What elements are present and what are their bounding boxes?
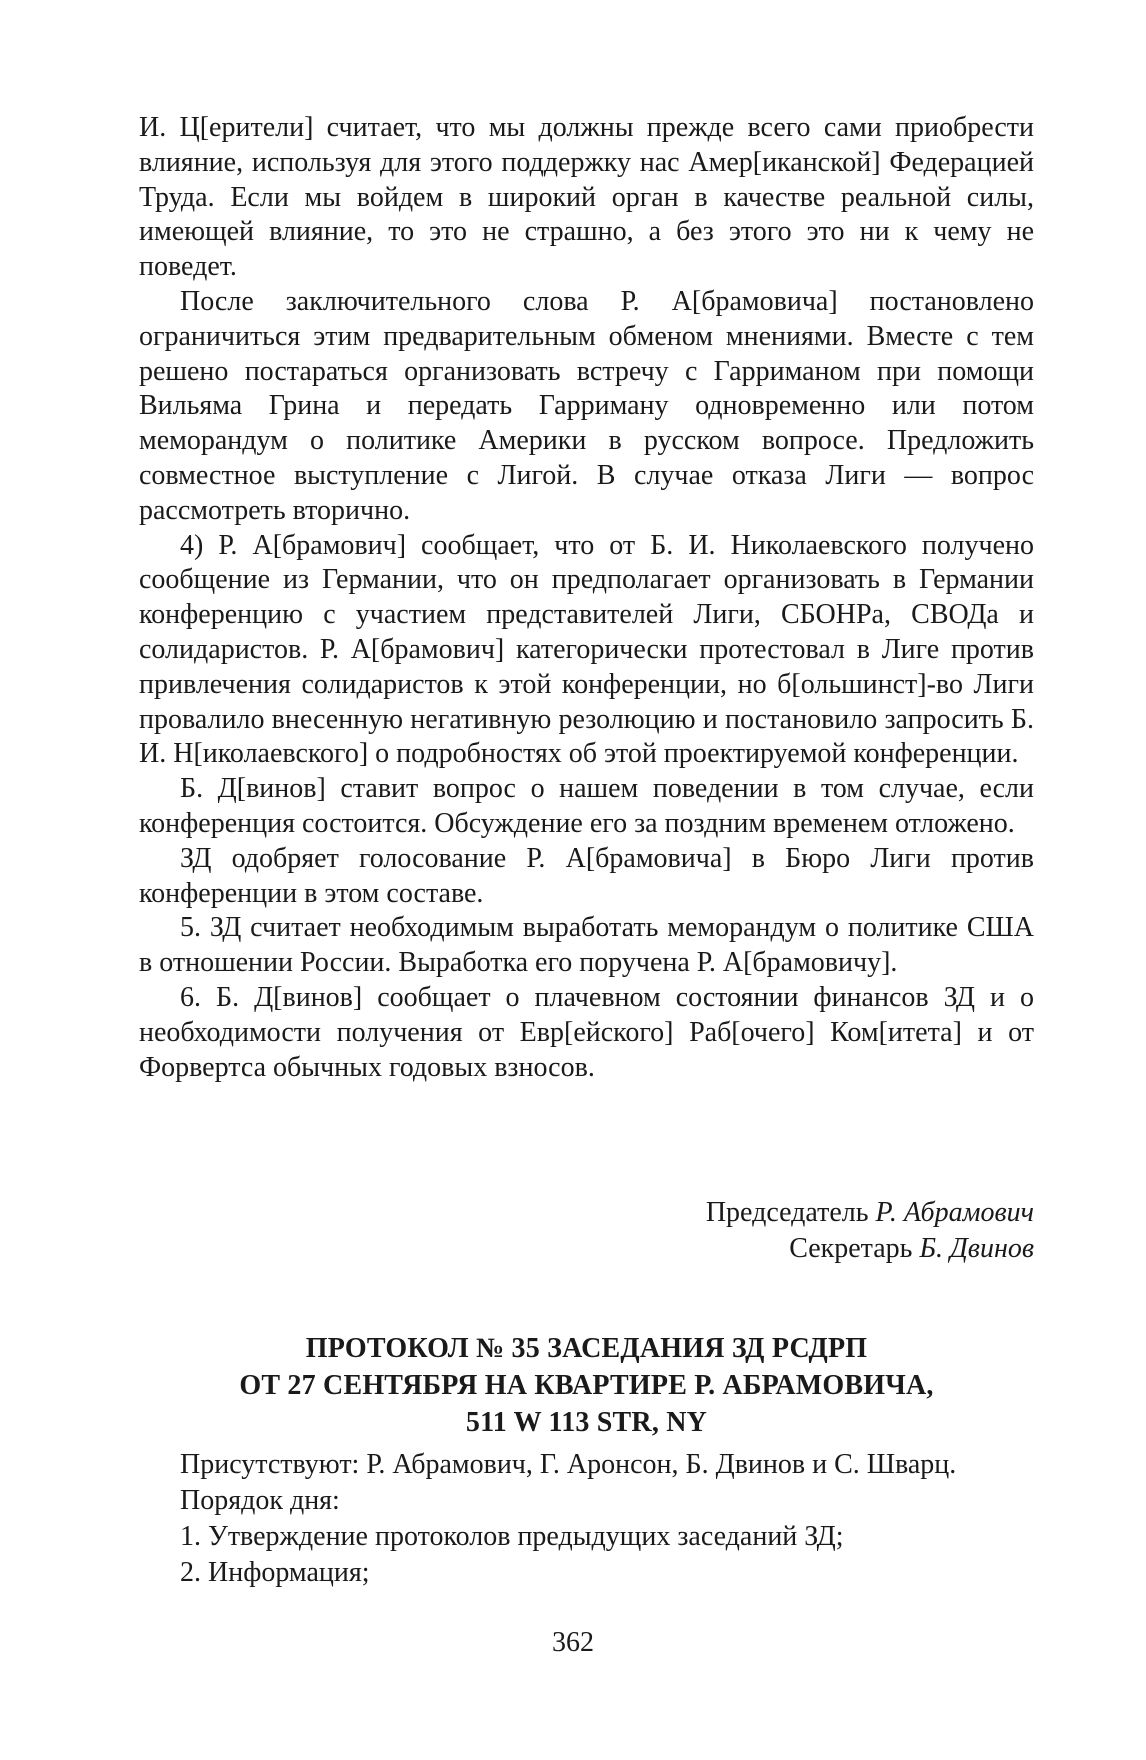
- agenda-item: 1. Утверждение протоколов предыдущих заседаний ЗД;: [180, 1521, 844, 1552]
- chairman-signature: [706, 1195, 1034, 1231]
- paragraph-item-4: 4) Р. А[брамович] сообщает, что от Б. И. Николаевского получено сообщение из Германии, что он предполагает организовать в Германии конференцию с участием представителей Лиги, СБОНРа, СВОДа и солидаристов. Р. А[брамович] категорически протестовал в Лиге против привлечения солидаристов к этой конференции, но б[ольшинст]-во Лиги провалило внесенную негативную резолюцию и постановило запросить Б. И. Н[иколаевского] о подробностях об этой проектируемой конференции.: [139, 529, 1034, 770]
- chairman-role: Председатель: [705, 1197, 869, 1228]
- attendees-line: Присутствуют: Р. Абрамович, Г. Аронсон, Б. Двинов и С. Шварц.: [180, 1449, 957, 1480]
- agenda-title: Порядок дня:: [180, 1485, 340, 1516]
- signature-block: [706, 1195, 1034, 1267]
- secretary-role: Секретарь: [789, 1233, 913, 1264]
- protocol-heading: [139, 1330, 1034, 1441]
- heading-line-3: 511 W 113 STR, NY: [465, 1407, 708, 1438]
- secretary-name: Б. Двинов: [919, 1233, 1034, 1264]
- agenda-item: 2. Информация;: [180, 1557, 370, 1588]
- paragraph-dvinov-question: Б. Д[винов] ставит вопрос о нашем поведении в том случае, если конференция состоится. Обсуждение его за поздним временем отложено.: [139, 773, 1034, 839]
- heading-line-1: ПРОТОКОЛ № 35 ЗАСЕДАНИЯ ЗД РСДРП: [305, 1333, 868, 1364]
- paragraph-zd-approval: ЗД одобряет голосование Р. А[брамовича] в Бюро Лиги против конференции в этом составе.: [139, 842, 1034, 909]
- page-number: 362: [552, 1627, 594, 1658]
- paragraph-tsereteli: И. Ц[ерители] считает, что мы должны прежде всего сами приобрести влияние, используя для этого поддержку нас Амер[иканской] Федерацией Труда. Если мы войдем в широкий орган в качестве реальной силы, имеющей влияние, то это не страшно, а без этого это ни к чему не поведет.: [139, 112, 1034, 283]
- protocol-meta: [180, 1447, 1040, 1591]
- paragraph-item-5: 5. ЗД считает необходимым выработать меморандум о политике США в отношении России. Выработка его поручена Р. А[брамовичу].: [139, 912, 1034, 979]
- paragraph-item-6: 6. Б. Д[винов] сообщает о плачевном состоянии финансов ЗД и о необходимости получения от Евр[ейского] Раб[очего] Ком[итета] и от Форвертса обычных годовых взносов.: [139, 981, 1034, 1083]
- protocol-body-text: [139, 111, 1034, 1085]
- paragraph-decision: После заключительного слова Р. А[брамовича] постановлено ограничиться этим предварительным обменом мнениями. Вместе с тем решено постараться организовать встречу с Гарриманом при помощи Вильяма Грина и передать Гарриману одновременно или потом меморандум о политике Америки в русском вопросе. Предложить совместное выступление с Лигой. В случае отказа Лиги — вопрос рассмотреть вторично.: [139, 285, 1034, 526]
- heading-line-2: ОТ 27 СЕНТЯБРЯ НА КВАРТИРЕ Р. АБРАМОВИЧА,: [239, 1370, 934, 1401]
- secretary-signature: [706, 1231, 1034, 1267]
- chairman-name: Р. Абрамович: [875, 1197, 1034, 1228]
